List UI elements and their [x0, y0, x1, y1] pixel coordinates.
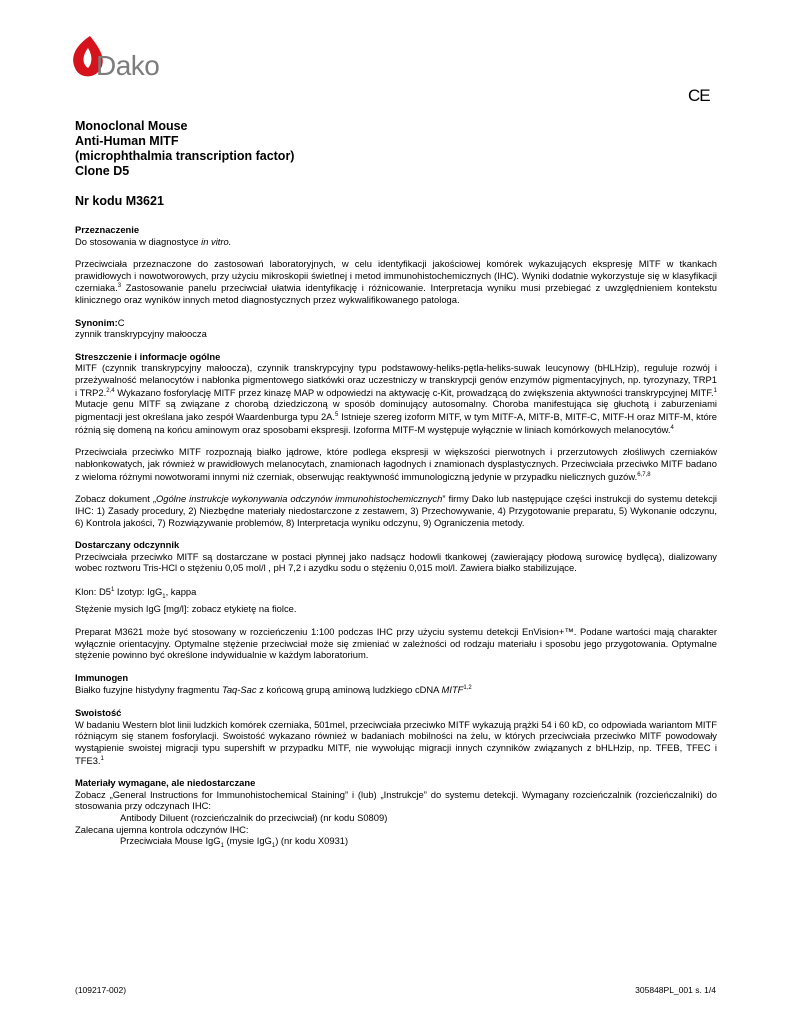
concentration-info: Stężenie mysich IgG [mg/l]: zobacz etykietę na fiolce. — [75, 603, 297, 615]
heading-materialy: Materiały wymagane, ale niedostarczane — [75, 777, 256, 789]
reagent-description: Przeciwciała przeciwko MITF są dostarczane w postaci płynnej jako nadsącz hodowli tkankowej (zawierający płodową surowicę bydlęcą), dializowany wobec roztworu Tris-HCl o stężeniu 0,05 mol/l , pH 7,2 i azydku sodu o stężeniu 0,015 mol/l. Zawiera białko stabilizujące. — [75, 550, 717, 574]
intended-use-description: Przeciwciała przeznaczone do zastosowań laboratoryjnych, w celu identyfikacji jakościowej komórek wykazujących ekspresję MITF w tkankach prawidłowych i nowotworowych, przy użyciu mikroskopii świetlnej i metod immunohistochemicznych (IHC). Wyniki dodatnie wykorzystuje się w klasyfikacji czerniaka.$^3$ Zastosowanie panelu przeciwciał ułatwia identyfikację i różnicowanie. Interpretacja wyniku musi przebiegać z uwzględnieniem kontekstu klinicznego oraz wyników innych metod diagnostycznych przez wykwalifikowanego patologa. — [75, 258, 717, 306]
heading-streszczenie: Streszczenie i informacje ogólne — [75, 350, 221, 362]
footer-page-info: 305848PL_001 s. 1/4 — [635, 985, 716, 995]
immunogen-text: Białko fuzyjne histydyny fragmentu Taq-Sac z końcową grupą aminową ludzkiego cDNA MITF$^{1,2}$ — [75, 684, 472, 696]
title-line: (microphthalmia transcription factor) — [75, 149, 295, 163]
intended-use: Do stosowania w diagnostyce in vitro. — [75, 235, 232, 247]
synonym-heading-line: Synonim:C — [75, 316, 125, 328]
summary-paragraph-2: Przeciwciała przeciwko MITF rozpoznają białko jądrowe, które podlega ekspresji w większości pierwotnych i przerzutowych złośliwych czerniaków nabłonkowatych, jak również w prawidłowych melanocytach, znamionach łagodnych i znamionach dysplastycznych. Przeciwciała przeciwko MITF badano z wieloma różnymi nowotworami innymi niż czerniak, obserwując reaktywność immunologiczną jedynie w przypadku nielicznych guzów.$^{6,7,8}$ — [75, 446, 717, 482]
summary-paragraph-3: Zobacz dokument „Ogólne instrukcje wykonywania odczynów immunohistochemicznych” firmy Dako lub następujące części instrukcji do systemu detekcji IHC: 1) Zasady procedury, 2) Niezbędne materiały niedostarczone z zestawem, 3) Przechowywanie, 4) Przygotowanie preparatu, 5) Wykonanie odczynu, 6) Kontrola jakości, 7) Rozwiązywanie problemów, 8) Interpretacja wyniku odczynu, 9) Ograniczenia metody. — [75, 493, 717, 528]
specificity-text: W badaniu Western blot linii ludzkich komórek czerniaka, 501mel, przeciwciała przeciwko MITF wykazują prążki 54 i 60 kD, co odpowiada wariantom MITF różniącym się stanem fosforylacji. Swoistość wykazano również w badaniach mobilności na żelu, w których przeciwciała przeciwko MITF powodowały wystąpienie swoistej migracji typu supershift w przypadku MITF, nie wywołując migracji innych czynników związanych z bHLHzip, np. TFEB, TFEC i TFE3.$^1$ — [75, 718, 717, 766]
ce-mark: CE — [688, 86, 710, 105]
heading-dostarczany: Dostarczany odczynnik — [75, 539, 180, 551]
negative-control-label: Zalecana ujemna kontrola odczynów IHC: — [75, 823, 249, 835]
clone-info: Klon: $D5^1$ Izotyp: IgG$_1$, kappa — [75, 586, 197, 600]
brand-name: Dako — [96, 50, 160, 81]
diluent-item: Antibody Diluent (rozcieńczalnik do przeciwciał) (nr kodu S0809) — [120, 812, 388, 824]
heading-immunogen: Immunogen — [75, 671, 129, 683]
title-line: Clone D5 — [75, 164, 130, 178]
heading-przeznaczenie: Przeznaczenie — [75, 224, 140, 235]
title-line: Anti-Human MITF — [75, 134, 179, 148]
title-line: Monoclonal Mouse — [75, 119, 188, 133]
materials-text: Zobacz „General Instructions for Immunohistochemical Staining” i (lub) „Instrukcje” do systemu detekcji. Wymagany rozcieńczalnik (rozcieńczalniki) do stosowania przy odczynach IHC: — [75, 788, 717, 812]
heading-swoistosc: Swoistość — [75, 707, 122, 719]
footer-doc-number: (109217-002) — [75, 985, 127, 995]
summary-paragraph-1: MITF (czynnik transkrypcyjny małoocza), czynnik transkrypcyjny typu podstawowy-heliks-pętla-heliks-suwak leucynowy (bHLHzip), reguluje rozwój i przeżywalność melanocytów i nabłonka pigmentowego siatkówki oraz uczestniczy w transkrypcji genów enzymów pigmentacyjnych, np. tyrozynazy, TRP1 i TRP2.$^{2,4}$ Wykazano fosforylację MITF przez kinazę MAP w odpowiedzi na aktywację c-Kit, prowadzącą do zwiększenia aktywności transkrypcyjnej MITF.$^1$ Mutacje genu MITF są związane z chorobą dziedziczoną w sposób dominujący autosomalny. Choroba manifestująca się głuchotą i zaburzeniami pigmentacji jest określana jako zespół Waardenburga typu 2A.$^5$ Istnieje szereg izoform MITF, w tym MITF-A, MITF-B, MITF-C, MITF-H oraz MITF-M, które różnią się domeną na końcu aminowym oraz sposobami ekspresji. Izoforma MITF-M występuje wyłącznie w liniach komórkowych melanocytów.$^4$ — [75, 362, 718, 435]
document-body — [75, 224, 717, 853]
dilution-info: Preparat M3621 może być stosowany w rozcieńczeniu 1:100 podczas IHC przy użyciu systemu detekcji EnVision+™. Podane wartości mają charakter wyłącznie orientacyjny. Optymalne stężenie przeciwciał może się zmieniać w zależności od rodzaju materiału i sposobu jego przygotowania. Optymalne stężenie powinno być określone indywidualnie w każdym laboratorium. — [75, 626, 717, 661]
product-title — [75, 119, 294, 179]
product-code: Nr kodu M3621 — [75, 194, 164, 208]
synonym-text: zynnik transkrypcyjny małoocza — [75, 328, 207, 340]
negative-control-item: Przeciwciała Mouse IgG$_1$ (mysie IgG$_1$) (nr kodu X0931) — [120, 835, 349, 850]
